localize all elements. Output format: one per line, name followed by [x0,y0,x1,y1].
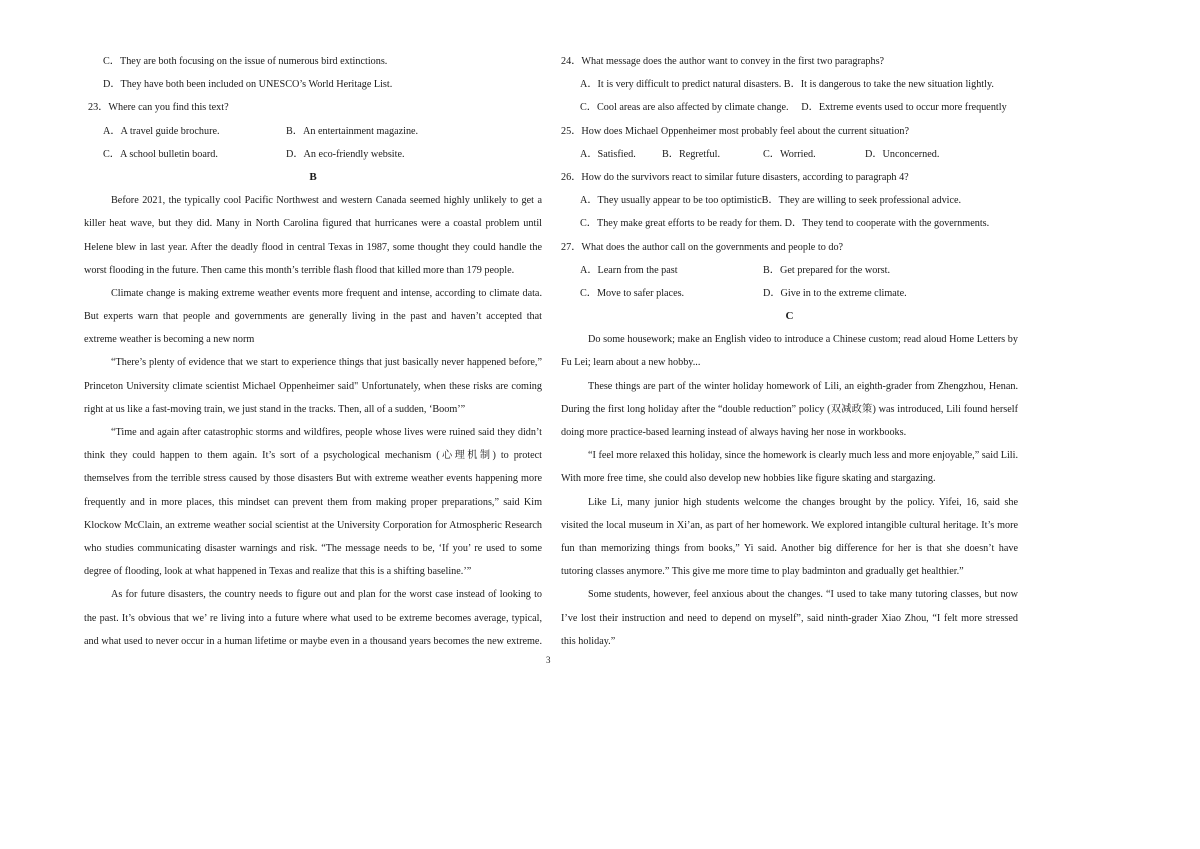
option-a: A．A travel guide brochure. [103,125,220,137]
question-23-stem: 23．Where can you find this text? [88,102,229,114]
question-26-stem: 26．How do the survivors react to similar future disasters, according to paragraph 4? [561,171,909,183]
question-24-stem: 24．What message does the author want to convey in the first two paragraphs? [561,56,885,67]
page-number: 3 [546,655,551,665]
question-27-options-cd [561,282,1018,305]
passage-b-paragraph-3 [84,351,542,421]
text-line: These things are part of the winter holiday homework of Lili, an eighth-grader from Zhengzhou, Henan. [588,380,1018,392]
passage-b-paragraph-2 [84,282,542,352]
text-line: killer heat wave, but they did. Many in North Carolina figured that hurricanes were a coastal problem until [84,218,542,230]
text-line: “There’s plenty of evidence that we start to experience things that just basically never happened before,” [111,357,542,369]
text-line: fun than memorizing things from books,” Yi said. Another big difference for her is that she doesn’t have [561,542,1018,554]
text-line: this holiday.” [561,635,616,647]
passage-b-paragraph-1 [84,189,542,282]
text-line: “I feel more relaxed this holiday, since the homework is clearly much less and more enjoyable,” said Lili. [588,450,1018,462]
text-line: Climate change is making extreme weather events more frequent and intense, according to climate data. [111,287,542,299]
option-a: A．Learn from the past [580,264,678,276]
question-24-options-cd: C．Cool areas are also affected by climate change. D．Extreme events used to occur more frequently [580,102,1007,114]
passage-c-paragraph-4 [561,491,1018,584]
option-b: B．An entertainment magazine. [286,125,419,137]
text-line: I’ve lost their instruction and need to depend on myself”, said ninth-grader Xiao Zhou, “I felt more stressed [561,612,1018,624]
text-line: With more free time, she could also develop new hobbies like figure skating and stargazing. [561,473,936,485]
question-26-options-ab: A．They usually appear to be too optimisticB．They are willing to seek professional advice. [580,195,962,207]
text-line: Fu Lei; learn about a new hobby... [561,357,701,369]
text-line: themselves from the terrible stress caused by those disasters But with extreme weather events happening more [84,473,542,485]
passage-c-paragraph-2 [561,375,1018,445]
passage-c-paragraph-1 [561,328,1018,374]
text-line: degree of flooding, look at what happened in Texas and realize that this is a shifting baseline.’” [84,566,472,578]
option-c: C．Move to safer places. [580,287,685,299]
passage-b-paragraph-5 [84,583,542,653]
text-line: Like Li, many junior high students welcome the changes brought by the policy. Yifei, 16, said she [588,496,1018,508]
text-line: Helene blew in last year. After the deadly flood in central Texas in 1987, some thought they could handle the [84,241,542,253]
option-d: D．An eco-friendly website. [286,148,405,160]
text-line: Before 2021, the typically cool Pacific Northwest and western Canada seemed highly unlikely to get a [111,195,542,207]
option-d: D．Unconcerned. [865,148,940,160]
right-column [561,50,1018,653]
text-line: doing more practice-based learning instead of always having her nose in workbooks. [561,427,907,438]
text-line: tutoring classes anymore.” This give me more time to play badminton and gradually get healthier.” [561,566,964,578]
passage-b-paragraph-4 [84,421,542,583]
question-27-options-ab [561,259,1018,282]
left-column [84,50,542,653]
option-c-prev: C．They are both focusing on the issue of numerous bird extinctions. [103,56,388,67]
question-23-options-cd [84,143,542,166]
text-line: Some students, however, feel anxious about the changes. “I used to take many tutoring classes, but now [588,589,1018,601]
text-line: As for future disasters, the country needs to figure out and plan for the worst case instead of looking to [111,589,542,601]
text-line: who studies communicating disaster warnings and risk. “The message needs to be, ‘If you’ re used to some [84,542,542,554]
text-line: “Time and again after catastrophic storms and wildfires, people whose lives were ruined said they didn’t [111,427,542,438]
question-25-options [561,143,1018,166]
question-23-options-ab [84,120,542,143]
text-line: the past. It’s obvious that we’ re living into a future where what used to be extreme becomes average, typical, [84,612,542,624]
option-c: C．A school bulletin board. [103,148,218,160]
question-27-stem: 27．What does the author call on the governments and people to do? [561,241,844,253]
text-line: worst flooding in the future. Then came this month’s terrible flash flood that killed more than 179 people. [84,264,515,276]
text-line: Klockow McClain, an extreme weather social scientist at the University Corporation for Atmospheric Research [84,519,542,531]
text-line: frequently and in more places, this mindset can prevent them from making proper preparations,” said Kim [84,496,542,508]
text-line: Princeton University climate scientist Michael Oppenheimer said" Unfortunately, when these risks are coming [84,380,542,392]
passage-c-paragraph-3 [561,444,1018,490]
text-line: right at us like a fast-moving train, we just stand in the tracks. Then, all of a sudden, ‘Boom’” [84,403,466,415]
text-line: visited the local museum in Xi’an, as part of her homework. We explored intangible cultural heritage. It’s more [561,519,1018,531]
text-line: During the first long holiday after the “double reduction” policy (双减政策) was introduced, Lili found herself [561,403,1018,415]
option-c: C．Worried. [763,148,816,160]
question-25-stem: 25．How does Michael Oppenheimer most probably feel about the current situation? [561,125,909,137]
question-26-options-cd: C．They make great efforts to be ready for them. D．They tend to cooperate with the governments. [580,218,990,230]
text-line: think they could happen to them again. It’s sort of a psychological mechanism (心理机制) to protect [84,450,542,462]
question-24-options-ab: A．It is very difficult to predict natural disasters. B．It is dangerous to take the new situation lightly. [580,79,994,91]
passage-c-paragraph-5 [561,583,1018,653]
option-a: A．Satisfied. [580,148,636,160]
text-line: extreme weather is becoming a new norm [84,334,255,346]
option-d-prev: D．They have both been included on UNESCO’s World Heritage List. [103,79,393,91]
option-d: D．Give in to the extreme climate. [763,287,907,299]
section-b-title: B [309,170,317,183]
option-b: B．Get prepared for the worst. [763,264,891,276]
text-line: But experts warn that people and governments are generally living in the past and haven’t accepted that [84,311,542,323]
text-line: Do some housework; make an English video to introduce a Chinese custom; read aloud Home Letters by [588,334,1018,346]
text-line: and what used to never occur in a human lifetime or maybe even in a thousand years becomes the new extreme. [84,635,542,647]
section-c-title: C [785,310,794,323]
option-b: B．Regretful. [662,148,721,160]
